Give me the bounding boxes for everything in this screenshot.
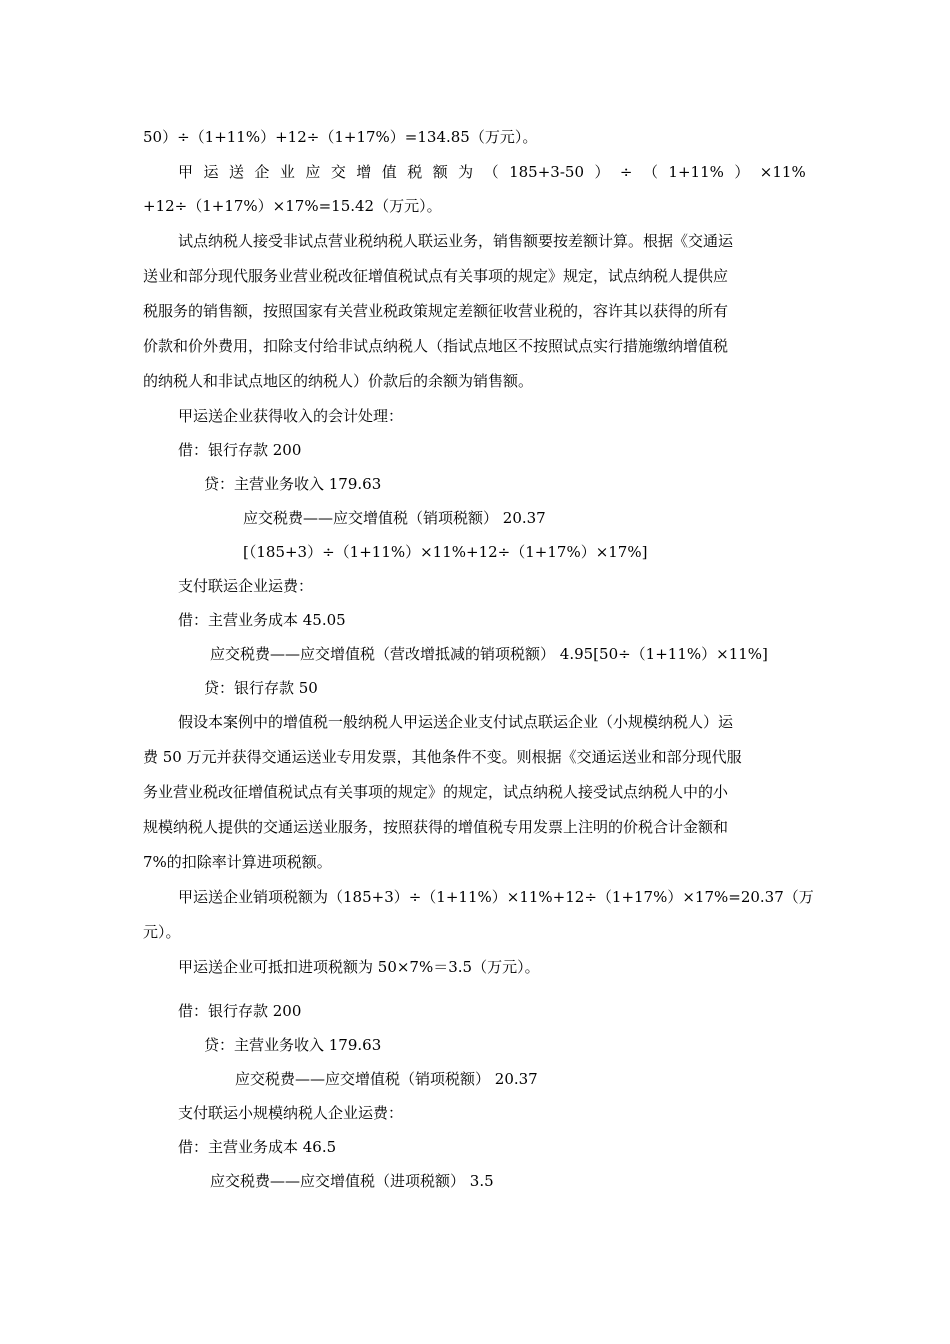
journal-credit-sub-line: 应交税费——应交增值税（销项税额） 20.37: [235, 1070, 538, 1088]
journal-credit-line: 贷：主营业务收入 179.63: [204, 475, 382, 493]
paragraph-line: 费 50 万元并获得交通运送业专用发票，其他条件不变。则根据《交通运送业和部分现代服: [143, 748, 742, 766]
paragraph-line-spread: [178, 162, 806, 182]
paragraph-line: 试点纳税人接受非试点营业税纳税人联运业务，销售额要按差额计算。根据《交通运: [178, 232, 734, 250]
paragraph-line: 的纳税人和非试点地区的纳税人）价款后的余额为销售额。: [143, 372, 534, 390]
text-fragment: 应: [305, 163, 321, 181]
journal-credit-line: 贷：主营业务收入 179.63: [204, 1036, 382, 1054]
journal-debit-line: 借：银行存款 200: [178, 1002, 302, 1020]
paragraph-line: 甲运送企业可抵扣进项税额为 50×7%＝3.5（万元）。: [178, 958, 540, 976]
text-fragment: ）: [734, 163, 750, 181]
text-fragment: ÷: [619, 163, 633, 181]
journal-debit-line: 借：银行存款 200: [178, 441, 302, 459]
paragraph-line: 甲运送企业获得收入的会计处理：: [178, 407, 404, 425]
text-fragment: ×11%: [759, 163, 806, 181]
paragraph-line: 50）÷（1+11%）+12÷（1+17%）=134.85（万元）。: [143, 128, 538, 146]
journal-debit-line: 借：主营业务成本 46.5: [178, 1138, 337, 1156]
paragraph-line: 价款和价外费用，扣除支付给非试点纳税人（指试点地区不按照试点实行措施缴纳增值税: [143, 337, 729, 355]
text-fragment: 甲: [178, 163, 194, 181]
paragraph-line: 假设本案例中的增值税一般纳税人甲运送企业支付试点联运企业（小规模纳税人）运: [178, 713, 734, 731]
text-fragment: 1+11%: [668, 163, 724, 181]
text-fragment: 值: [381, 163, 397, 181]
journal-credit-sub-line: 应交税费——应交增值税（销项税额） 20.37: [243, 509, 546, 527]
journal-debit-line: 借：主营业务成本 45.05: [178, 611, 346, 629]
text-fragment: 送: [228, 163, 244, 181]
journal-credit-line: 贷：银行存款 50: [204, 679, 318, 697]
journal-formula-line: [（185+3）÷（1+11%）×11%+12÷（1+17%）×17%]: [243, 543, 648, 561]
text-fragment: 交: [330, 163, 346, 181]
paragraph-line: 务业营业税改征增值税试点有关事项的规定》的规定，试点纳税人接受试点纳税人中的小: [143, 783, 729, 801]
text-fragment: 增: [356, 163, 372, 181]
text-fragment: 业: [279, 163, 295, 181]
text-fragment: ）: [594, 163, 610, 181]
text-fragment: 运: [203, 163, 219, 181]
text-fragment: （: [642, 163, 658, 181]
paragraph-line: 送业和部分现代服务业营业税改征增值税试点有关事项的规定》规定，试点纳税人提供应: [143, 267, 729, 285]
journal-debit-sub-line: 应交税费——应交增值税（营改增抵减的销项税额） 4.95[50÷（1+11%）×11%]: [210, 645, 768, 663]
text-fragment: 企: [254, 163, 270, 181]
paragraph-line: 7%的扣除率计算进项税额。: [143, 853, 332, 871]
paragraph-line: +12÷（1+17%）×17%=15.42（万元）。: [143, 197, 442, 215]
paragraph-line: 元）。: [143, 923, 181, 941]
paragraph-line: 支付联运小规模纳税人企业运费：: [178, 1104, 404, 1122]
text-fragment: （: [483, 163, 499, 181]
text-fragment: 为: [458, 163, 474, 181]
paragraph-line: 甲运送企业销项税额为（185+3）÷（1+11%）×11%+12÷（1+17%）×17%=20.37（万: [178, 888, 814, 906]
text-fragment: 额: [432, 163, 448, 181]
paragraph-line: 规模纳税人提供的交通运送业服务，按照获得的增值税专用发票上注明的价税合计金额和: [143, 818, 729, 836]
journal-debit-sub-line: 应交税费——应交增值税（进项税额） 3.5: [210, 1172, 494, 1190]
paragraph-line: 税服务的销售额，按照国家有关营业税政策规定差额征收营业税的，容许其以获得的所有: [143, 302, 729, 320]
paragraph-line: 支付联运企业运费：: [178, 577, 314, 595]
text-fragment: 税: [407, 163, 423, 181]
text-fragment: 185+3-50: [509, 163, 584, 181]
